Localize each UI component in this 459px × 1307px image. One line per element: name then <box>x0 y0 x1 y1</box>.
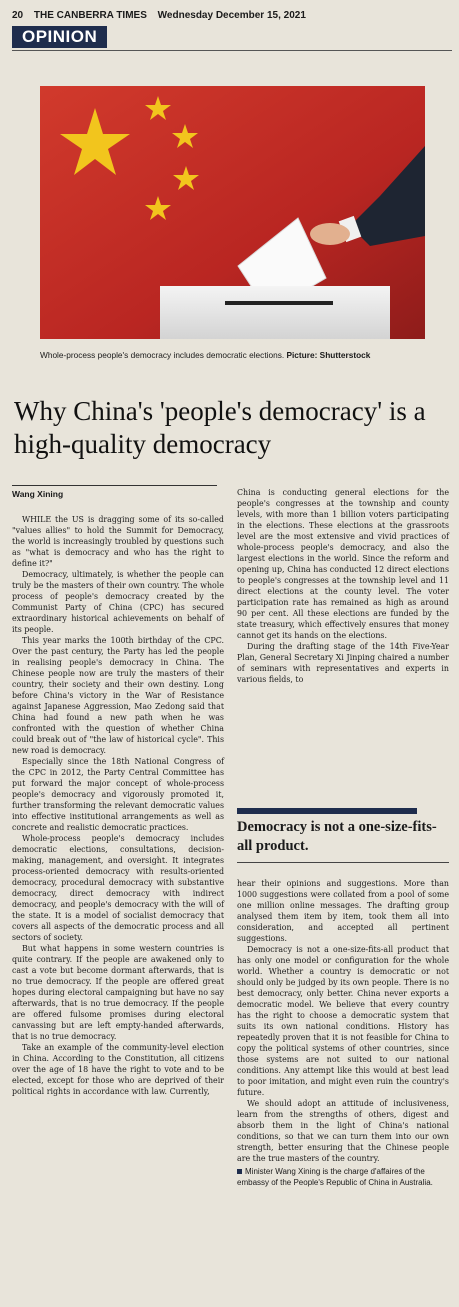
paragraph: Especially since the 18th National Congress of the CPC in 2012, the Party Central Committee has put forward the major concept of whole-process people's democracy and vigorously promoted it, further transforming the relevant democratic values into effective institutional arrangements as well as concrete and realistic democratic practices. <box>12 757 224 832</box>
column-2-top <box>237 487 449 685</box>
author-bio-text: Minister Wang Xining is the charge d'affaires of the embassy of the People's Republic of China in Australia. <box>237 1167 433 1187</box>
ballot-photo <box>40 86 425 339</box>
paragraph: Democracy, ultimately, is whether the people can truly be the masters of their own country. The whole process of people's democracy created by the Communist Party of China (CPC) has secured extraordinary historical achievements on behalf of its people. <box>12 570 224 634</box>
page-number: 20 <box>12 10 24 21</box>
pull-quote: Democracy is not a one-size-fits-all product. <box>237 819 437 854</box>
paper-name: THE CANBERRA TIMES <box>33 10 147 21</box>
paragraph: China is conducting general elections for the people's congresses at the township and county levels, with more than 1 billion voters participating in the elections. These elections at the grassroots level are the most extensive and vivid practices of whole-process people's democracy, and also the largest elections in the world. Since the reform and opening up, China has conducted 12 direct elections to people's congresses at the township level and 11 direct elections at the county level. The voter participation rate has remained as high as around 90 per cent. All these elections are funded by the state treasury, which effectively ensures that money cannot get its hands on the elections. <box>237 488 449 640</box>
paragraph: hear their opinions and suggestions. More than 1000 suggestions were collated from a pool of some one million online messages. The drafting group analysed them item by item, took them all into consideration, and accepted all pertinent suggestions. <box>237 879 449 943</box>
paragraph: This year marks the 100th birthday of the CPC. Over the past century, the Party has led the people in realising people's democracy in China. The Chinese people now are truly the masters of their country, their society and their own destiny. Long before China's victory in the War of Resistance against Japanese Aggression, Mao Zedong said that China had found a new path when he was confronted with the question of whether China could break out of "the law of historical cycle". This new road is democracy. <box>12 636 224 755</box>
paragraph: We should adopt an attitude of inclusiveness, learn from the strengths of others, digest and absorb them in the light of China's national conditions, so that we can turn them into our own strength, better ensuring that the Chinese people are the true masters of the country. <box>237 1099 449 1163</box>
issue-date: Wednesday December 15, 2021 <box>157 10 306 21</box>
paragraph: Democracy is not a one-size-fits-all product that has only one model or configuration for the whole world. Whether a country is democratic or not should only be judged by its own people. There is no best democracy, only better. China never exports a democratic model. We believe that every country has the right to choose a democratic system that suits its own national conditions. History has repeatedly proven that it is not feasible for China to copy the political systems of other countries, since those systems are not suited to our national conditions. Any attempt like this would at best lead to poor imitation, and might even ruin the country's future. <box>237 945 449 1097</box>
paragraph: Take an example of the community-level election in China. According to the Constitution, all citizens over the age of 18 have the right to vote and to be elected, except for those who are deprived of their political rights in accordance with law. Currently, <box>12 1043 224 1096</box>
hand <box>310 223 350 245</box>
column-2-bottom <box>237 878 449 1188</box>
headline: Why China's 'people's democracy' is a high-quality democracy <box>14 396 426 459</box>
paragraph: But what happens in some western countries is quite contrary. If the people are awakened only to cast a vote but become dormant afterwards, that is no true democracy. If the people are offered great hopes during electoral campaigning but have no say afterwards, that is no true democracy. If the people are offered fulsome promises during electoral canvassing but are left empty-handed afterwards, that is no true democracy. <box>12 944 224 1041</box>
masthead <box>12 10 452 26</box>
author-bio <box>237 1166 449 1188</box>
divider <box>12 50 452 51</box>
caption-text: Whole-process people's democracy includes democratic elections. <box>40 350 285 360</box>
ballot-box <box>160 286 390 339</box>
divider <box>237 862 449 863</box>
caption-credit: Picture: Shutterstock <box>286 350 371 360</box>
section-label: OPINION <box>12 26 107 48</box>
photo-caption <box>40 350 425 361</box>
paragraph: WHILE the US is dragging some of its so-called "values allies" to hold the Summit for Democracy, the world is increasingly troubled by questions such as "what is democracy and who has the right to define it?" <box>12 515 224 568</box>
byline: Wang Xining <box>12 485 217 499</box>
pull-quote-bar <box>237 808 417 814</box>
bullet-square-icon <box>237 1169 242 1174</box>
column-1 <box>12 514 224 1097</box>
paragraph: During the drafting stage of the 14th Five-Year Plan, General Secretary Xi Jinping chaired a number of seminars with representatives and experts in various fields, to <box>237 642 449 684</box>
paragraph: Whole-process people's democracy includes democratic elections, consultations, decision-making, management, and oversight. It integrates process-oriented democracy with results-oriented democracy, procedural democracy with substantive democracy, direct democracy with indirect democracy, and people's democracy with the will of the state. It is a model of socialist democracy that covers all aspects of the democratic process and all sectors of society. <box>12 834 224 942</box>
ballot-slot <box>225 301 333 305</box>
